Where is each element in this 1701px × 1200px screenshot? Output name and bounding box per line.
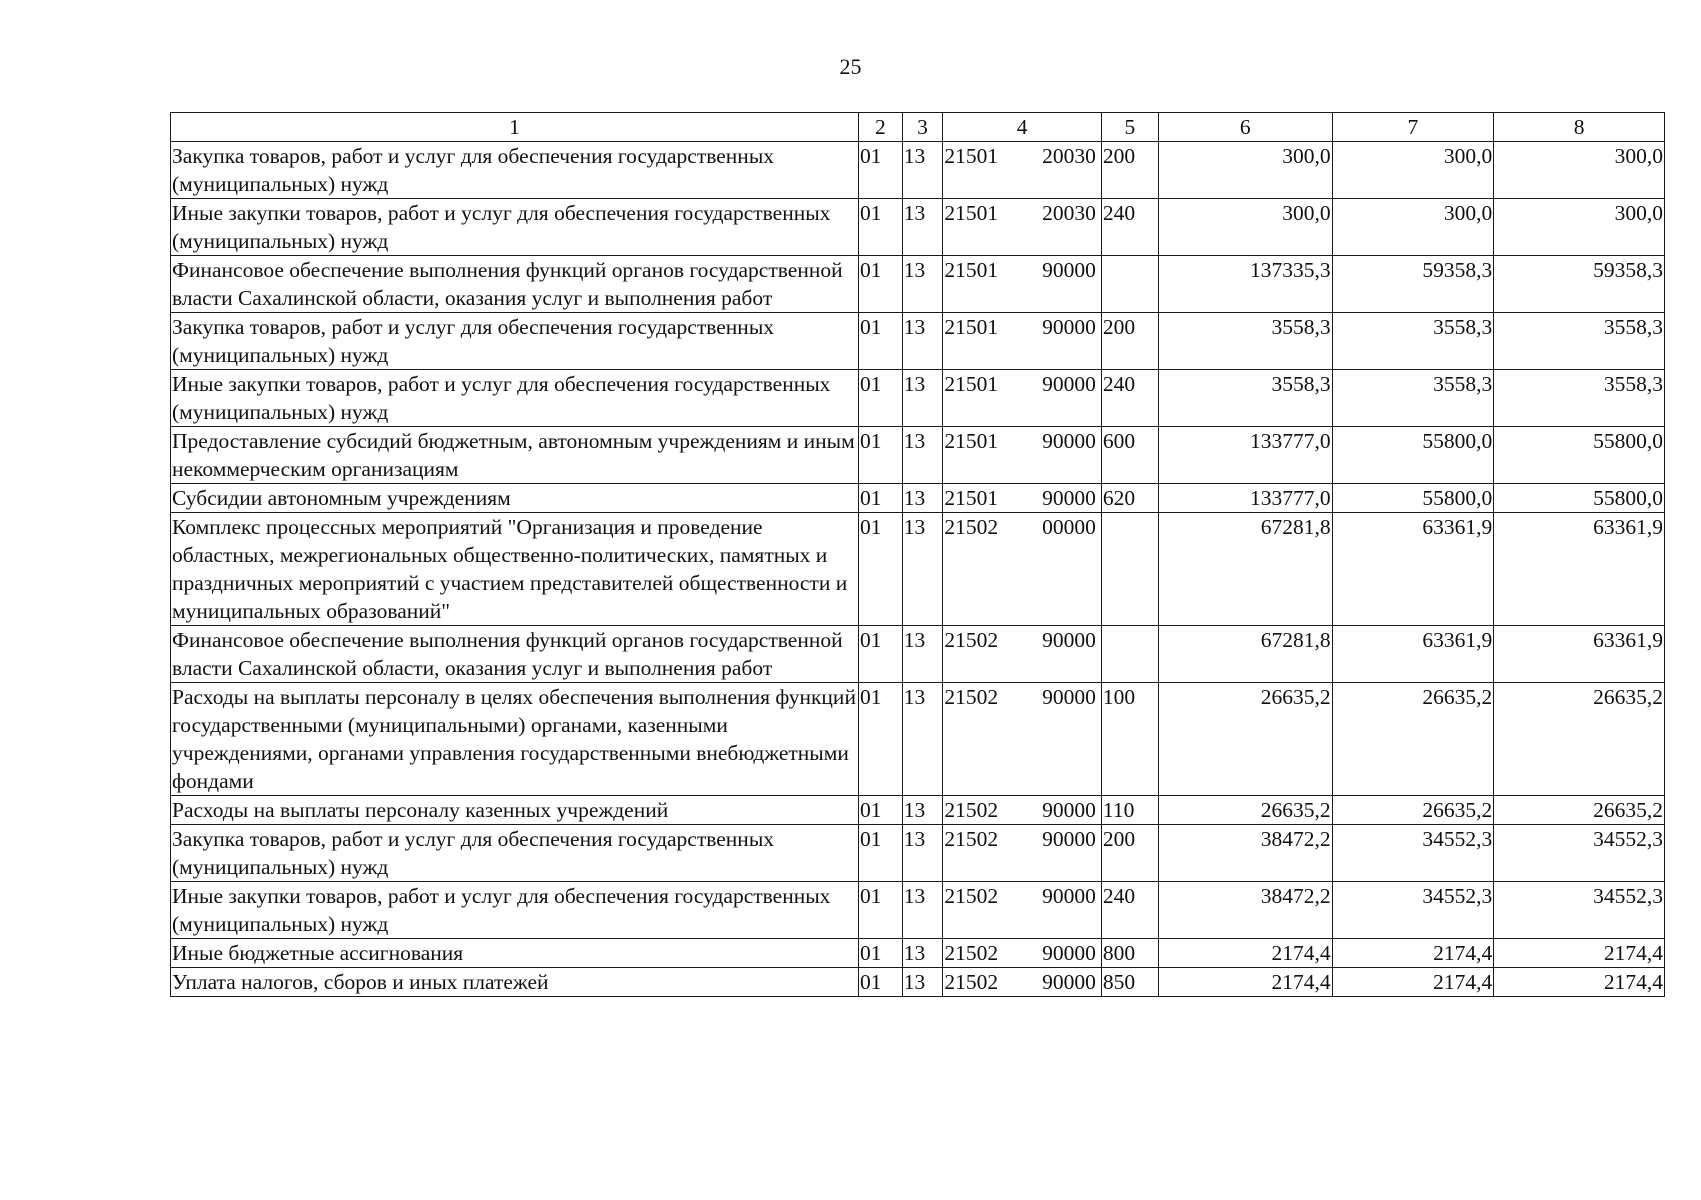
subsection-code-cell: 13 [902, 199, 943, 256]
table-row [171, 796, 1665, 825]
target-article-cell [943, 683, 1102, 796]
table-row [171, 939, 1665, 968]
expense-name-cell: Уплата налогов, сборов и иных платежей [171, 968, 859, 997]
amount-col7-cell: 59358,3 [1332, 256, 1494, 313]
amount-col8-cell: 34552,3 [1494, 882, 1665, 939]
amount-col7-cell: 26635,2 [1332, 683, 1494, 796]
program-code: 21501 [944, 144, 999, 168]
table-row [171, 427, 1665, 484]
amount-col8-cell: 63361,9 [1494, 626, 1665, 683]
expense-name-cell: Иные закупки товаров, работ и услуг для обеспечения государственных (муниципальных) нужд [171, 199, 859, 256]
amount-col8-cell: 2174,4 [1494, 939, 1665, 968]
amount-col8-cell: 2174,4 [1494, 968, 1665, 997]
amount-col6-cell: 67281,8 [1158, 513, 1332, 626]
table-row [171, 513, 1665, 626]
section-code-cell: 01 [859, 256, 903, 313]
expense-name-cell: Финансовое обеспечение выполнения функций органов государственной власти Сахалинской области, оказания услуг и выполнения работ [171, 626, 859, 683]
direction-code: 90000 [1042, 884, 1096, 908]
direction-code: 90000 [1042, 970, 1096, 994]
section-code-cell: 01 [859, 796, 903, 825]
direction-code: 00000 [1042, 515, 1096, 539]
amount-col6-cell: 3558,3 [1158, 313, 1332, 370]
expense-type-cell: 110 [1101, 796, 1158, 825]
header-cell-1: 1 [171, 113, 859, 142]
expense-name-cell: Закупка товаров, работ и услуг для обеспечения государственных (муниципальных) нужд [171, 825, 859, 882]
direction-code: 90000 [1042, 372, 1096, 396]
section-code-cell: 01 [859, 513, 903, 626]
amount-col8-cell: 300,0 [1494, 142, 1665, 199]
program-code: 21502 [944, 685, 999, 709]
expense-type-cell: 200 [1101, 825, 1158, 882]
table-row [171, 142, 1665, 199]
amount-col7-cell: 300,0 [1332, 142, 1494, 199]
target-article-cell [943, 626, 1102, 683]
expense-name-cell: Предоставление субсидий бюджетным, автономным учреждениям и иным некоммерческим организациям [171, 427, 859, 484]
table-row [171, 825, 1665, 882]
subsection-code-cell: 13 [902, 256, 943, 313]
program-code: 21501 [944, 486, 999, 510]
amount-col7-cell: 55800,0 [1332, 427, 1494, 484]
subsection-code-cell: 13 [902, 370, 943, 427]
expense-type-cell [1101, 256, 1158, 313]
section-code-cell: 01 [859, 199, 903, 256]
direction-code: 90000 [1042, 827, 1096, 851]
expense-type-cell [1101, 626, 1158, 683]
expense-type-cell: 850 [1101, 968, 1158, 997]
amount-col6-cell: 133777,0 [1158, 427, 1332, 484]
target-article-cell [943, 370, 1102, 427]
program-code: 21501 [944, 315, 999, 339]
section-code-cell: 01 [859, 427, 903, 484]
program-code: 21502 [944, 515, 999, 539]
amount-col6-cell: 3558,3 [1158, 370, 1332, 427]
header-cell-6: 6 [1158, 113, 1332, 142]
target-article-cell [943, 142, 1102, 199]
section-code-cell: 01 [859, 626, 903, 683]
amount-col7-cell: 2174,4 [1332, 939, 1494, 968]
expense-name-cell: Иные бюджетные ассигнования [171, 939, 859, 968]
page-number: 25 [839, 54, 862, 79]
expense-name-cell: Иные закупки товаров, работ и услуг для обеспечения государственных (муниципальных) нужд [171, 882, 859, 939]
subsection-code-cell: 13 [902, 484, 943, 513]
table-row [171, 882, 1665, 939]
amount-col8-cell: 55800,0 [1494, 484, 1665, 513]
expense-type-cell: 200 [1101, 313, 1158, 370]
subsection-code-cell: 13 [902, 968, 943, 997]
amount-col8-cell: 3558,3 [1494, 313, 1665, 370]
table-row [171, 626, 1665, 683]
amount-col8-cell: 59358,3 [1494, 256, 1665, 313]
header-cell-7: 7 [1332, 113, 1494, 142]
direction-code: 90000 [1042, 486, 1096, 510]
expense-type-cell: 800 [1101, 939, 1158, 968]
amount-col6-cell: 38472,2 [1158, 825, 1332, 882]
amount-col8-cell: 63361,9 [1494, 513, 1665, 626]
expense-type-cell: 240 [1101, 370, 1158, 427]
target-article-cell [943, 313, 1102, 370]
section-code-cell: 01 [859, 142, 903, 199]
expense-type-cell: 200 [1101, 142, 1158, 199]
budget-table [170, 112, 1665, 997]
subsection-code-cell: 13 [902, 427, 943, 484]
program-code: 21502 [944, 884, 999, 908]
table-row [171, 683, 1665, 796]
expense-type-cell: 600 [1101, 427, 1158, 484]
header-cell-5: 5 [1101, 113, 1158, 142]
expense-type-cell [1101, 513, 1158, 626]
amount-col8-cell: 300,0 [1494, 199, 1665, 256]
direction-code: 90000 [1042, 315, 1096, 339]
table-row [171, 370, 1665, 427]
direction-code: 20030 [1042, 144, 1096, 168]
target-article-cell [943, 199, 1102, 256]
program-code: 21501 [944, 372, 999, 396]
table-row [171, 484, 1665, 513]
amount-col6-cell: 137335,3 [1158, 256, 1332, 313]
amount-col6-cell: 133777,0 [1158, 484, 1332, 513]
target-article-cell [943, 256, 1102, 313]
subsection-code-cell: 13 [902, 882, 943, 939]
direction-code: 90000 [1042, 941, 1096, 965]
amount-col8-cell: 3558,3 [1494, 370, 1665, 427]
amount-col7-cell: 300,0 [1332, 199, 1494, 256]
amount-col7-cell: 34552,3 [1332, 825, 1494, 882]
table-row [171, 313, 1665, 370]
table-row [171, 256, 1665, 313]
amount-col8-cell: 26635,2 [1494, 683, 1665, 796]
subsection-code-cell: 13 [902, 142, 943, 199]
amount-col6-cell: 300,0 [1158, 142, 1332, 199]
header-cell-3: 3 [902, 113, 943, 142]
direction-code: 90000 [1042, 685, 1096, 709]
amount-col6-cell: 26635,2 [1158, 796, 1332, 825]
subsection-code-cell: 13 [902, 683, 943, 796]
section-code-cell: 01 [859, 313, 903, 370]
header-row [171, 113, 1665, 142]
amount-col7-cell: 55800,0 [1332, 484, 1494, 513]
subsection-code-cell: 13 [902, 313, 943, 370]
expense-type-cell: 620 [1101, 484, 1158, 513]
amount-col8-cell: 26635,2 [1494, 796, 1665, 825]
amount-col6-cell: 300,0 [1158, 199, 1332, 256]
direction-code: 90000 [1042, 628, 1096, 652]
amount-col6-cell: 26635,2 [1158, 683, 1332, 796]
header-cell-2: 2 [859, 113, 903, 142]
section-code-cell: 01 [859, 683, 903, 796]
expense-name-cell: Расходы на выплаты персоналу казенных учреждений [171, 796, 859, 825]
table-row [171, 199, 1665, 256]
direction-code: 20030 [1042, 201, 1096, 225]
target-article-cell [943, 939, 1102, 968]
direction-code: 90000 [1042, 798, 1096, 822]
subsection-code-cell: 13 [902, 796, 943, 825]
expense-name-cell: Закупка товаров, работ и услуг для обеспечения государственных (муниципальных) нужд [171, 142, 859, 199]
expense-name-cell: Субсидии автономным учреждениям [171, 484, 859, 513]
amount-col7-cell: 3558,3 [1332, 313, 1494, 370]
amount-col8-cell: 34552,3 [1494, 825, 1665, 882]
amount-col6-cell: 38472,2 [1158, 882, 1332, 939]
subsection-code-cell: 13 [902, 626, 943, 683]
section-code-cell: 01 [859, 882, 903, 939]
target-article-cell [943, 427, 1102, 484]
amount-col6-cell: 67281,8 [1158, 626, 1332, 683]
section-code-cell: 01 [859, 968, 903, 997]
target-article-cell [943, 513, 1102, 626]
section-code-cell: 01 [859, 939, 903, 968]
expense-type-cell: 240 [1101, 199, 1158, 256]
amount-col7-cell: 3558,3 [1332, 370, 1494, 427]
amount-col7-cell: 63361,9 [1332, 626, 1494, 683]
amount-col6-cell: 2174,4 [1158, 939, 1332, 968]
program-code: 21501 [944, 258, 999, 282]
target-article-cell [943, 796, 1102, 825]
amount-col6-cell: 2174,4 [1158, 968, 1332, 997]
target-article-cell [943, 882, 1102, 939]
subsection-code-cell: 13 [902, 939, 943, 968]
program-code: 21501 [944, 201, 999, 225]
program-code: 21502 [944, 941, 999, 965]
expense-name-cell: Комплекс процессных мероприятий "Организация и проведение областных, межрегиональных общественно-политических, памятных и праздничных мероприятий с участием представителей общественности и муниципальных образований" [171, 513, 859, 626]
header-cell-8: 8 [1494, 113, 1665, 142]
amount-col7-cell: 63361,9 [1332, 513, 1494, 626]
header-cell-4: 4 [943, 113, 1102, 142]
section-code-cell: 01 [859, 825, 903, 882]
table-row [171, 968, 1665, 997]
expense-name-cell: Финансовое обеспечение выполнения функций органов государственной власти Сахалинской области, оказания услуг и выполнения работ [171, 256, 859, 313]
section-code-cell: 01 [859, 484, 903, 513]
direction-code: 90000 [1042, 429, 1096, 453]
expense-type-cell: 240 [1101, 882, 1158, 939]
target-article-cell [943, 825, 1102, 882]
target-article-cell [943, 484, 1102, 513]
target-article-cell [943, 968, 1102, 997]
subsection-code-cell: 13 [902, 513, 943, 626]
section-code-cell: 01 [859, 370, 903, 427]
expense-name-cell: Расходы на выплаты персоналу в целях обеспечения выполнения функций государственными (муниципальными) органами, казенными учреждениями, органами управления государственными внебюджетными фондами [171, 683, 859, 796]
amount-col8-cell: 55800,0 [1494, 427, 1665, 484]
program-code: 21501 [944, 429, 999, 453]
amount-col7-cell: 2174,4 [1332, 968, 1494, 997]
amount-col7-cell: 26635,2 [1332, 796, 1494, 825]
amount-col7-cell: 34552,3 [1332, 882, 1494, 939]
program-code: 21502 [944, 628, 999, 652]
program-code: 21502 [944, 798, 999, 822]
direction-code: 90000 [1042, 258, 1096, 282]
subsection-code-cell: 13 [902, 825, 943, 882]
program-code: 21502 [944, 827, 999, 851]
expense-type-cell: 100 [1101, 683, 1158, 796]
program-code: 21502 [944, 970, 999, 994]
expense-name-cell: Закупка товаров, работ и услуг для обеспечения государственных (муниципальных) нужд [171, 313, 859, 370]
expense-name-cell: Иные закупки товаров, работ и услуг для обеспечения государственных (муниципальных) нужд [171, 370, 859, 427]
table-body [171, 142, 1665, 997]
